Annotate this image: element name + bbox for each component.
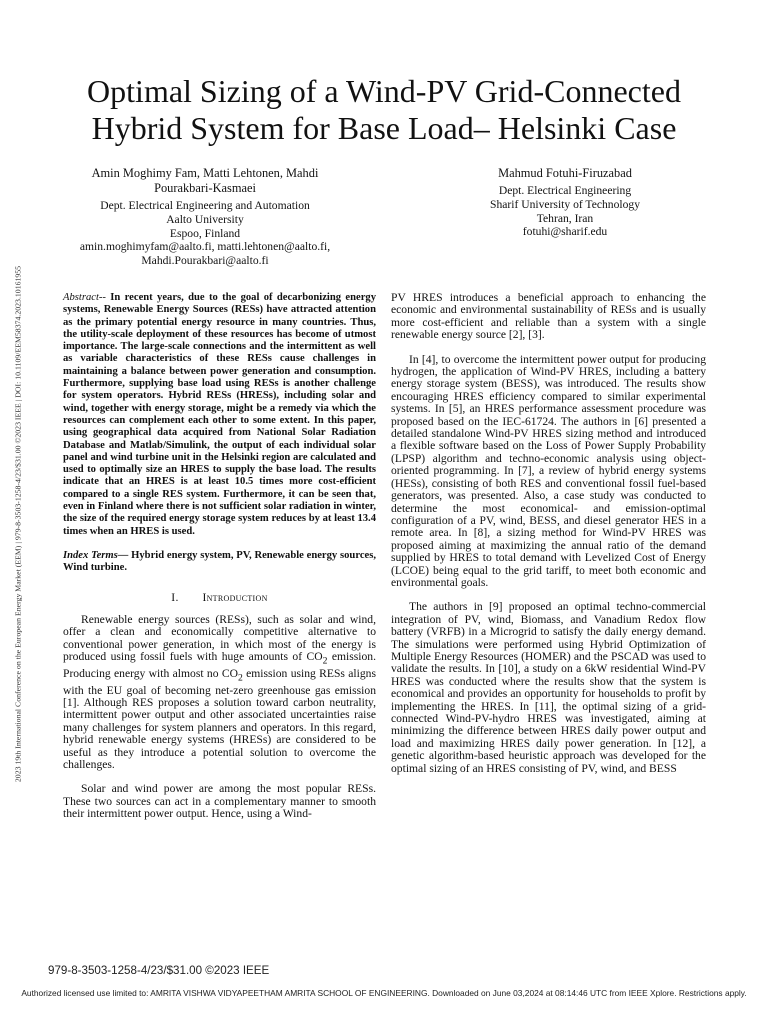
email-line: Mahdi.Pourakbari@aalto.fi xyxy=(141,254,269,268)
doi-side-note xyxy=(12,168,23,880)
author-name-line: Pourakbari-Kasmaei xyxy=(154,181,256,195)
abstract-text: In recent years, due to the goal of decarbonizing energy systems, Renewable Energy Sources (RESs) have attracted attention as the primary potential energy resource in many countries. Thus, the utility-scale deployment of these resources has become of utmost importance. The large-scale connections and the intermittent as well as variable characteristics of these RESs cause challenges in maintaining a balance between power generation and consumption. Furthermore, supplying base load using RESs is another challenge for system operators. Hybrid RESs (HRESs), including solar and wind, together with energy storage, might be a remedy via which the resources can complement each other to some extent. In this paper, using geographical data acquired from National Solar Radiation Database and Matlab/Simulink, the output of each individual solar panel and wind turbine unit in the Helsinki region are calculated and used to optimally size an HRES to supply the base load. The results indicate that an HRES is at least 10.5 times more cost-efficient compared to a single RES system. Furthermore, it can be seen that, even in Finland where there is not sufficient solar radiation in winter, the size of the required energy storage system reduces by at least 13.4 times when an HRES is used. xyxy=(63,292,376,537)
body-paragraph: The authors in [9] proposed an optimal techno-commercial integration of PV, wind, Biomass, and Vanadium Redox flow battery (VRFB) in a Microgrid to satisfy the daily energy demand. The simulations were performed using Hybrid Optimization of Multiple Energy Resources (HOMER) and the PSCAD was used to validate the results. In [10], a study on a 6kW residential Wind-PV HRES was conducted where the results show that the system is economical and provides an opportunity for households to profit by implementing the HRES. In [11], the optimal sizing of a grid-connected Wind-PV-hydro HRES was investigated, aiming at minimizing the difference between HRES daily power output and load and maximizing HRES daily power generation. In [12], a genetic algorithm-based heuristic approach was developed for the optimal sizing of an HRES consisting of PV, wind, and BESS xyxy=(391,600,706,775)
footer-copyright: 979-8-3503-1258-4/23/$31.00 ©2023 IEEE xyxy=(48,964,270,977)
author-names xyxy=(60,166,350,196)
affiliation-line: Sharif University of Technology xyxy=(490,197,640,211)
affiliation-line: Aalto University xyxy=(166,212,244,226)
affiliation-line: Dept. Electrical Engineering xyxy=(498,184,632,197)
index-terms-text: Hybrid energy system, PV, Renewable energy sources, Wind turbine. xyxy=(63,549,377,574)
affiliation-line: Dept. Electrical Engineering and Automation xyxy=(100,199,310,212)
paper-title xyxy=(40,73,728,147)
footer-license-notice: Authorized licensed use limited to: AMRITA VISHWA VIDYAPEETHAM AMRITA SCHOOL OF ENGINEERING. Downloaded on June 03,2024 at 08:14:46 UTC from IEEE Xplore. Restrictions apply. xyxy=(21,988,747,998)
affiliation-line: Tehran, Iran xyxy=(536,211,594,225)
paragraph-text: Renewable energy sources (RESs), such as solar and wind, offer a clean and economically competitive alternative to conventional power generation, in which most of the energy is produced using fossil fuels with huge amounts of CO xyxy=(63,612,376,664)
paragraph-text: emission. Producing energy with almost no CO xyxy=(63,650,376,680)
intro-paragraph: Solar and wind power are among the most popular RESs. These two sources can act in a complementary manner to smooth their intermittent power output. Hence, using a Wind- xyxy=(63,782,376,821)
subscript: 2 xyxy=(237,672,243,684)
abstract-label: Abstract-- xyxy=(63,292,106,303)
paragraph-text: emission using RESs aligns with the EU goal of becoming net-zero greenhouse gas emission [1]. Although RES proposes a solution toward carbon neutrality, intermittent power output and other associated uncertainties raise many challenges for system planners and operators. In this regard, hybrid renewable energy systems (HRESs) are considered to be useful as they introduce a potential solution to overcome the challenges. xyxy=(63,666,376,772)
author-name: Mahmud Fotuhi-Firuzabad xyxy=(498,166,632,180)
author-block-aalto xyxy=(60,166,350,268)
doi-side-note-text: 2023 19th International Conference on the European Energy Market (EEM) | 979-8-3503-1258-4/23/$31.00 ©2023 IEEE | DOI: 10.1109/EEM58374.2023.10161955 xyxy=(13,265,22,783)
intro-paragraph xyxy=(63,614,376,772)
title-line: Hybrid System for Base Load– Helsinki Case xyxy=(91,110,677,146)
section-heading-introduction: I. Introduction xyxy=(171,590,268,604)
subscript: 2 xyxy=(322,655,328,667)
email-line: amin.moghimyfam@aalto.fi, matti.lehtonen@aalto.fi, xyxy=(79,240,331,254)
body-paragraph: In [4], to overcome the intermittent power output for producing hydrogen, the application of Wind-PV HRES, including a battery energy storage system (BESS), was introduced. The results show encouraging HRES efficiency compared to similar experimental systems. In [5], an HRES performance assessment procedure was proposed based on the IEC-61724. The authors in [6] presented a detailed standalone Wind-PV HRES sizing method and introduced a flexible software based on the Loss of Power Supply Probability (LPSP) algorithm and techno-economic analysis using object-oriented programming. In [7], a review of hybrid energy systems (HESs), consisting of both RES and conventional fossil fuel-based generators, was presented. Also, a case study was conducted to determine the most economical- and emission-optimal configuration of a PV, wind, BESS, and diesel generator HES in a remote area. In [8], a sizing method for Wind-PV HRES was proposed aiming at maximizing the annual ratio of the demand supplied by HRES to total demand with Levelized Cost of Energy (LCOE) being equal to the grid tariff, to meet both economic and environmental goals. xyxy=(391,352,706,589)
left-column xyxy=(63,292,376,821)
author-name-line: Amin Moghimy Fam, Matti Lehtonen, Mahdi xyxy=(91,166,319,180)
email-line: fotuhi@sharif.edu xyxy=(522,225,608,239)
body-paragraph: PV HRES introduces a beneficial approach to enhancing the economic and environmental sustainability of RESs and is usually more cost-efficient and reliable than a system with a single renewable energy source [2], [3]. xyxy=(391,291,706,342)
right-column xyxy=(391,292,706,775)
author-block-sharif xyxy=(430,166,700,239)
title-line: Optimal Sizing of a Wind-PV Grid-Connected xyxy=(87,73,681,109)
abstract xyxy=(63,292,376,538)
affiliation-line: Espoo, Finland xyxy=(169,226,241,240)
index-terms-label: Index Terms— xyxy=(63,549,129,561)
index-terms xyxy=(63,550,376,575)
